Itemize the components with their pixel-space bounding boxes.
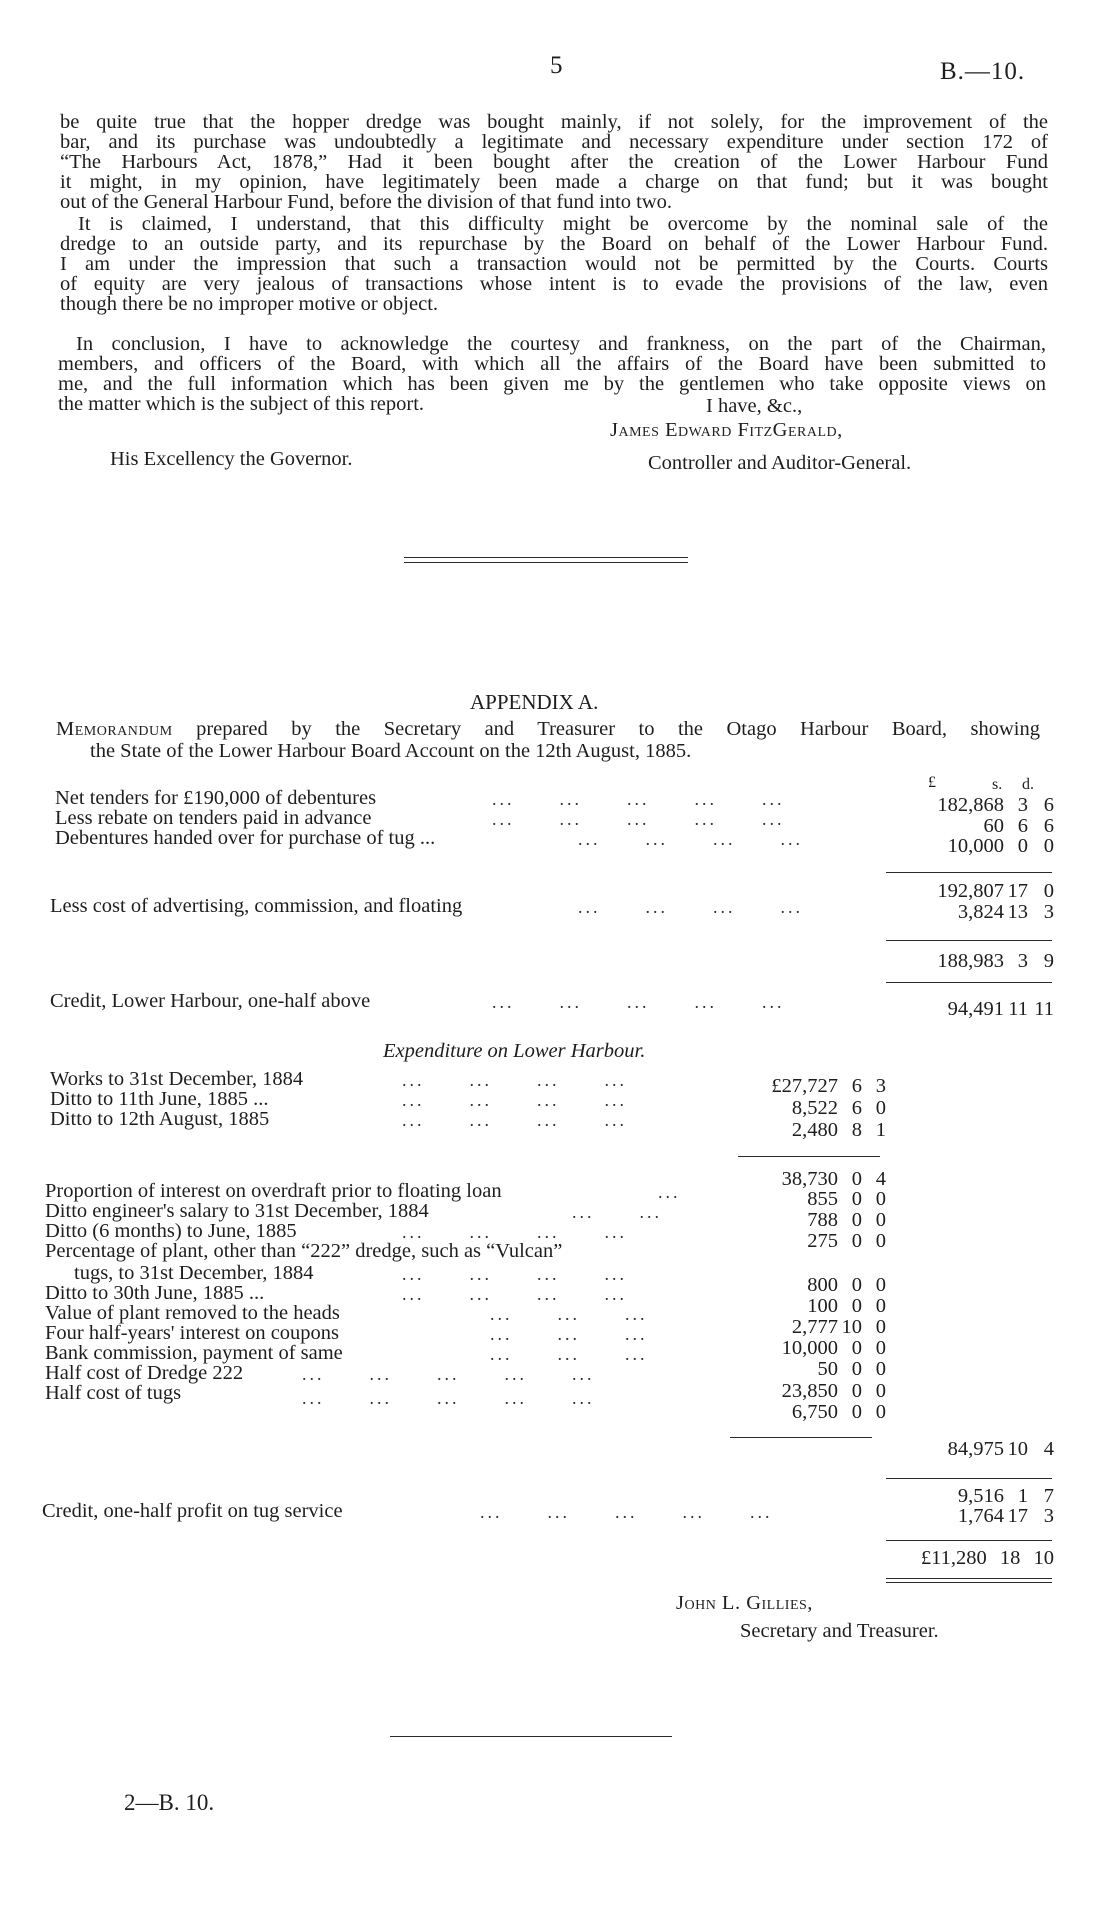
letter-signatory-title: Controller and Auditor-General. bbox=[648, 452, 912, 474]
subtotal-shillings: 3 bbox=[1017, 950, 1028, 972]
ledger-label: Less rebate on tenders paid in advance bbox=[55, 807, 372, 829]
amount-pounds: 855 bbox=[807, 1188, 838, 1210]
subtotal-shillings: 10 bbox=[1007, 1438, 1028, 1460]
amount-shillings: 0 bbox=[851, 1209, 862, 1231]
leader-dots: ... ... bbox=[572, 1202, 662, 1222]
subtotal-pounds: 188,983 bbox=[937, 950, 1004, 972]
amount-pence: 0 bbox=[875, 1295, 886, 1317]
text-line: out of the General Harbour Fund, before the division of that fund into two. bbox=[60, 191, 673, 213]
ledger-label: Ditto to 30th June, 1885 ... bbox=[45, 1282, 265, 1304]
amount-shillings: 0 bbox=[851, 1337, 862, 1359]
sum-rule bbox=[886, 1478, 1052, 1479]
subtotal-pence: 4 bbox=[875, 1168, 886, 1190]
amount-pence: 3 bbox=[1043, 1505, 1054, 1527]
double-rule bbox=[886, 1582, 1052, 1583]
leader-dots: ... ... ... ... ... bbox=[302, 1388, 595, 1408]
ledger-label: Debentures handed over for purchase of tug ... bbox=[55, 827, 436, 849]
final-total-shillings: 18 bbox=[999, 1547, 1021, 1569]
amount-pounds: 100 bbox=[807, 1295, 838, 1317]
col-header-shillings: s. bbox=[992, 776, 1003, 793]
amount-pounds: 3,824 bbox=[957, 901, 1004, 923]
amount-shillings: 13 bbox=[1007, 901, 1028, 923]
amount-pounds: 800 bbox=[807, 1274, 838, 1296]
leader-dots: ... ... ... ... bbox=[578, 897, 803, 917]
footer-rule bbox=[390, 1736, 672, 1737]
ledger-label: Net tenders for £190,000 of debentures bbox=[55, 787, 377, 809]
section-divider bbox=[404, 562, 688, 563]
balance-pence: 7 bbox=[1043, 1485, 1054, 1507]
subtotal-pence: 4 bbox=[1043, 1438, 1054, 1460]
ledger-label: Ditto engineer's salary to 31st December, 1884 bbox=[45, 1200, 429, 1222]
amount-pence: 6 bbox=[1043, 794, 1054, 816]
subtotal-pounds: 38,730 bbox=[781, 1168, 838, 1190]
amount-pounds: 1,764 bbox=[957, 1505, 1004, 1527]
amount-pounds: 2,480 bbox=[791, 1119, 838, 1141]
subtotal-shillings: 17 bbox=[1007, 880, 1028, 902]
amount-shillings: 6 bbox=[851, 1075, 862, 1097]
subtotal-pounds: 192,807 bbox=[937, 880, 1004, 902]
leader-dots: ... bbox=[658, 1182, 681, 1202]
sum-rule bbox=[886, 940, 1052, 941]
leader-dots: ... ... ... ... bbox=[402, 1222, 627, 1242]
amount-pence: 0 bbox=[875, 1380, 886, 1402]
amount-shillings: 0 bbox=[851, 1230, 862, 1252]
letter-paragraph-1 bbox=[60, 112, 1048, 212]
leader-dots: ... ... ... ... ... bbox=[302, 1364, 595, 1384]
amount-pence: 0 bbox=[875, 1230, 886, 1252]
amount-pounds: 6,750 bbox=[791, 1401, 838, 1423]
amount-shillings: 0 bbox=[851, 1401, 862, 1423]
amount-shillings: 8 bbox=[851, 1119, 862, 1141]
ledger-label: Works to 31st December, 1884 bbox=[50, 1068, 304, 1090]
ledger-label: Proportion of interest on overdraft prior to floating loan bbox=[45, 1180, 502, 1202]
amount-pounds: 94,491 bbox=[947, 998, 1004, 1020]
letter-signatory: James Edward FitzGerald, bbox=[610, 419, 843, 441]
ledger-label: Value of plant removed to the heads bbox=[45, 1302, 340, 1324]
amount-pence: 0 bbox=[875, 1097, 886, 1119]
amount-shillings: 10 bbox=[841, 1316, 862, 1338]
amount-pence: 6 bbox=[1043, 815, 1054, 837]
expenditure-heading: Expenditure on Lower Harbour. bbox=[383, 1040, 646, 1062]
memo-line-2: the State of the Lower Harbour Board Account on the 12th August, 1885. bbox=[90, 740, 692, 762]
sum-rule bbox=[886, 872, 1052, 873]
amount-pence: 0 bbox=[875, 1209, 886, 1231]
leader-dots: ... ... ... bbox=[490, 1324, 648, 1344]
subtotal-pence: 0 bbox=[1043, 880, 1054, 902]
ledger-label: Ditto to 11th June, 1885 ... bbox=[50, 1088, 269, 1110]
ledger-label: Credit, one-half profit on tug service bbox=[42, 1500, 343, 1522]
leader-dots: ... ... ... ... bbox=[402, 1070, 627, 1090]
amount-pounds: 50 bbox=[817, 1358, 838, 1380]
letter-paragraph-3 bbox=[58, 334, 1046, 414]
printer-signature-mark: 2—B. 10. bbox=[124, 1790, 215, 1815]
amount-shillings: 0 bbox=[851, 1380, 862, 1402]
text-line: of equity are very jealous of transactions whose intent is to evade the provisions of the law, even bbox=[60, 273, 1048, 295]
subtotal-shillings: 0 bbox=[851, 1168, 862, 1190]
leader-dots: ... ... ... ... bbox=[402, 1284, 627, 1304]
amount-shillings: 3 bbox=[1017, 794, 1028, 816]
final-total bbox=[884, 1547, 1054, 1570]
text-line: me, and the full information which has been given me by the gentlemen who take opposite views on bbox=[58, 373, 1046, 395]
leader-dots: ... ... ... ... bbox=[402, 1090, 627, 1110]
amount-pence: 3 bbox=[875, 1075, 886, 1097]
amount-pence: 0 bbox=[1043, 835, 1054, 857]
leader-dots: ... ... ... ... ... bbox=[480, 1502, 773, 1522]
col-header-pence: d. bbox=[1022, 776, 1034, 793]
addressee: His Excellency the Governor. bbox=[110, 448, 353, 470]
amount-shillings: 6 bbox=[851, 1097, 862, 1119]
amount-pence: 11 bbox=[1034, 998, 1054, 1020]
amount-pounds: 10,000 bbox=[781, 1337, 838, 1359]
sum-rule bbox=[886, 1540, 1052, 1541]
section-divider bbox=[404, 557, 688, 558]
amount-pounds: 10,000 bbox=[947, 835, 1004, 857]
amount-pence: 0 bbox=[875, 1188, 886, 1210]
ledger-label: Percentage of plant, other than “222” dredge, such as “Vulcan” bbox=[45, 1240, 563, 1262]
col-header-pounds: £ bbox=[928, 774, 936, 791]
sum-rule bbox=[886, 982, 1052, 983]
double-rule bbox=[886, 1578, 1052, 1579]
subtotal-pence: 9 bbox=[1043, 950, 1054, 972]
amount-pence: 3 bbox=[1043, 901, 1054, 923]
final-total-pence: 10 bbox=[1033, 1547, 1054, 1569]
amount-shillings: 11 bbox=[1008, 998, 1028, 1020]
appendix-title: APPENDIX A. bbox=[470, 690, 599, 714]
letter-paragraph-2 bbox=[60, 214, 1048, 314]
leader-dots: ... ... ... ... ... bbox=[492, 789, 785, 809]
leader-dots: ... ... ... ... bbox=[402, 1264, 627, 1284]
document-reference: B.—10. bbox=[940, 58, 1026, 85]
ledger-label: Bank commission, payment of same bbox=[45, 1342, 343, 1364]
leader-dots: ... ... ... ... bbox=[578, 829, 803, 849]
closing-phrase: I have, &c., bbox=[706, 395, 803, 417]
ledger-label: Ditto to 12th August, 1885 bbox=[50, 1108, 270, 1130]
ledger-label: Ditto (6 months) to June, 1885 bbox=[45, 1220, 297, 1242]
ledger-label: tugs, to 31st December, 1884 bbox=[74, 1262, 314, 1284]
ledger-label: Half cost of Dredge 222 bbox=[45, 1362, 244, 1384]
amount-shillings: 6 bbox=[1017, 815, 1028, 837]
amount-pounds: 182,868 bbox=[937, 794, 1004, 816]
amount-pence: 0 bbox=[875, 1358, 886, 1380]
amount-pounds: 788 bbox=[807, 1209, 838, 1231]
subtotal-pounds: 84,975 bbox=[947, 1438, 1004, 1460]
text-line: dredge to an outside party, and its repurchase by the Board on behalf of the Lower Harbour Fund. bbox=[60, 233, 1048, 255]
amount-shillings: 0 bbox=[851, 1295, 862, 1317]
amount-pounds: 60 bbox=[983, 815, 1004, 837]
text-line: “The Harbours Act, 1878,” Had it been bought after the creation of the Lower Harbour Fund bbox=[60, 151, 1048, 173]
appendix-signatory: John L. Gillies, bbox=[676, 1592, 813, 1614]
amount-pounds: 2,777 bbox=[791, 1316, 838, 1338]
sum-rule bbox=[730, 1437, 872, 1438]
amount-pence: 0 bbox=[875, 1401, 886, 1423]
text-line: the matter which is the subject of this report. bbox=[58, 393, 425, 415]
text-line: though there be no improper motive or object. bbox=[60, 293, 439, 315]
amount-shillings: 0 bbox=[851, 1274, 862, 1296]
text-line: be quite true that the hopper dredge was bought mainly, if not solely, for the improvement of the bbox=[60, 111, 1048, 133]
amount-pence: 0 bbox=[875, 1316, 886, 1338]
amount-shillings: 0 bbox=[851, 1188, 862, 1210]
text-line: I am under the impression that such a transaction would not be permitted by the Courts. Courts bbox=[60, 253, 1048, 275]
amount-shillings: 17 bbox=[1007, 1505, 1028, 1527]
ledger-label: Credit, Lower Harbour, one-half above bbox=[50, 990, 371, 1012]
page-number: 5 bbox=[550, 52, 563, 79]
leader-dots: ... ... ... ... ... bbox=[492, 992, 785, 1012]
leader-dots: ... ... ... ... bbox=[402, 1110, 627, 1130]
amount-pence: 0 bbox=[875, 1274, 886, 1296]
text-line: It is claimed, I understand, that this difficulty might be overcome by the nominal sale of the bbox=[78, 213, 1048, 235]
text-line: it might, in my opinion, have legitimately been made a charge on that fund; but it was bought bbox=[60, 171, 1048, 193]
sum-rule bbox=[738, 1156, 880, 1157]
amount-pounds: 23,850 bbox=[781, 1380, 838, 1402]
balance-shillings: 1 bbox=[1017, 1485, 1028, 1507]
memo-line-1 bbox=[56, 718, 1040, 741]
amount-shillings: 0 bbox=[851, 1358, 862, 1380]
memo-line-1-text: prepared by the Secretary and Treasurer to the Otago Harbour Board, showing bbox=[196, 718, 1041, 740]
ledger-label: Four half-years' interest on coupons bbox=[45, 1322, 340, 1344]
text-line: bar, and its purchase was undoubtedly a legitimate and necessary expenditure under section 172 of bbox=[60, 131, 1048, 153]
ledger-label: Less cost of advertising, commission, and floating bbox=[50, 895, 463, 917]
amount-pounds: 275 bbox=[807, 1230, 838, 1252]
memo-lead: Memorandum bbox=[56, 718, 173, 740]
amount-pounds: 8,522 bbox=[791, 1097, 838, 1119]
leader-dots: ... ... ... bbox=[490, 1304, 648, 1324]
leader-dots: ... ... ... ... ... bbox=[492, 809, 785, 829]
text-line: members, and officers of the Board, with which all the affairs of the Board have been submitted to bbox=[58, 353, 1046, 375]
appendix-signatory-title: Secretary and Treasurer. bbox=[740, 1620, 939, 1642]
final-total-pounds: £11,280 bbox=[920, 1547, 987, 1569]
amount-pounds: £27,727 bbox=[771, 1075, 838, 1097]
amount-pence: 1 bbox=[875, 1119, 886, 1141]
leader-dots: ... ... ... bbox=[490, 1344, 648, 1364]
ledger-label: Half cost of tugs bbox=[45, 1382, 182, 1404]
balance-pounds: 9,516 bbox=[957, 1485, 1004, 1507]
amount-shillings: 0 bbox=[1017, 835, 1028, 857]
text-line: In conclusion, I have to acknowledge the courtesy and frankness, on the part of the Chairman, bbox=[76, 333, 1046, 355]
amount-pence: 0 bbox=[875, 1337, 886, 1359]
